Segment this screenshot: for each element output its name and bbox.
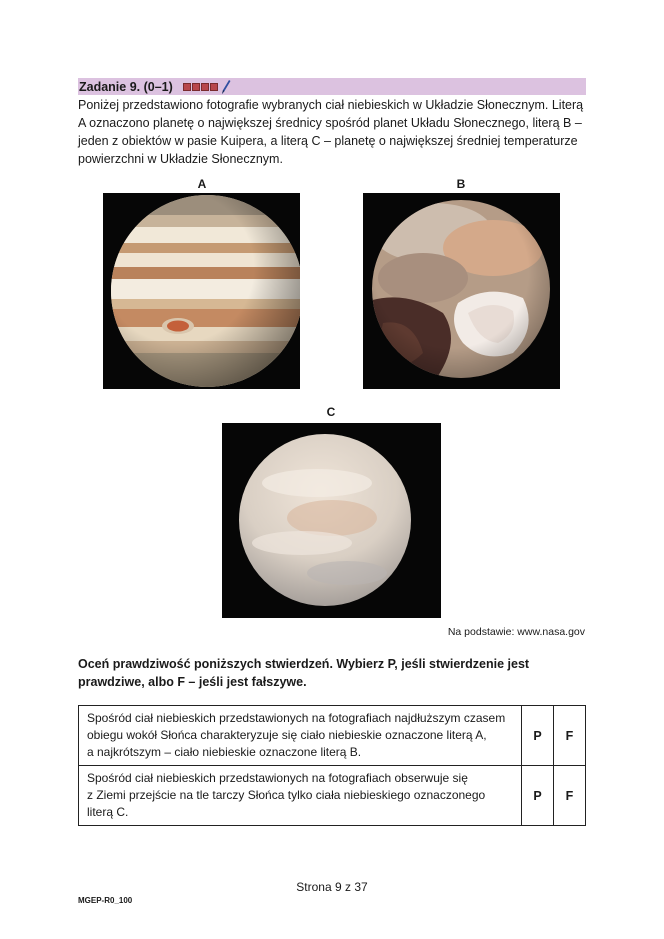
option-p-2[interactable]: P xyxy=(522,766,554,826)
option-p-1[interactable]: P xyxy=(522,706,554,766)
statement-line: a najkrótszym – ciało niebieskie oznaczone literą B. xyxy=(87,745,362,759)
jupiter-image xyxy=(103,193,300,389)
task-title: Zadanie 9. (0–1) xyxy=(79,79,173,94)
image-b-pluto xyxy=(363,193,560,389)
statement-line: obiegu wokół Słońca charakteryzuje się ciało niebieskie oznaczone literą A, xyxy=(87,728,487,742)
task-icons xyxy=(183,79,231,95)
pencil-icon xyxy=(221,79,231,95)
option-f-2[interactable]: F xyxy=(554,766,586,826)
skill-square-icon xyxy=(210,83,218,91)
skill-square-icon xyxy=(183,83,191,91)
venus-image xyxy=(222,423,441,618)
image-source: Na podstawie: www.nasa.gov xyxy=(447,626,585,638)
statement-line: z Ziemi przejście na tle tarczy Słońca tylko ciała niebieskiego oznaczonego xyxy=(87,788,486,802)
image-c-venus xyxy=(222,423,441,618)
task-header xyxy=(78,78,586,95)
exam-code: MGEP-R0_100 xyxy=(78,896,133,905)
option-f-1[interactable]: F xyxy=(554,706,586,766)
table-row xyxy=(79,766,586,826)
statement-line: literą C. xyxy=(87,805,129,819)
image-b-label: B xyxy=(456,177,466,191)
table-row xyxy=(79,706,586,766)
image-a-label: A xyxy=(197,177,207,191)
skill-square-icon xyxy=(201,83,209,91)
image-c-label: C xyxy=(326,405,336,419)
question-instruction: Oceń prawdziwość poniższych stwierdzeń. Wybierz P, jeśli stwierdzenie jest prawdziwe, albo F – jeśli jest fałszywe. xyxy=(78,657,530,689)
page-number: Strona 9 z 37 xyxy=(296,880,368,894)
statement-1 xyxy=(79,706,522,766)
pluto-image xyxy=(363,193,560,389)
true-false-table xyxy=(78,705,586,826)
statement-line: Spośród ciał niebieskich przedstawionych na fotografiach najdłuższym czasem xyxy=(87,711,506,725)
statement-2 xyxy=(79,766,522,826)
task-intro: Poniżej przedstawiono fotografie wybranych ciał niebieskich w Układzie Słonecznym. Literą A oznaczono planetę o największej średnicy spośród planet Układu Słonecznego, literą B – jeden z obiektów w pasie Kuipera, a literą C – planetę o największej średniej temperaturze powierzchni w Układzie Słonecznym. xyxy=(78,98,584,166)
statement-line: Spośród ciał niebieskich przedstawionych na fotografiach obserwuje się xyxy=(87,771,468,785)
skill-square-icon xyxy=(192,83,200,91)
image-a-jupiter xyxy=(103,193,300,389)
